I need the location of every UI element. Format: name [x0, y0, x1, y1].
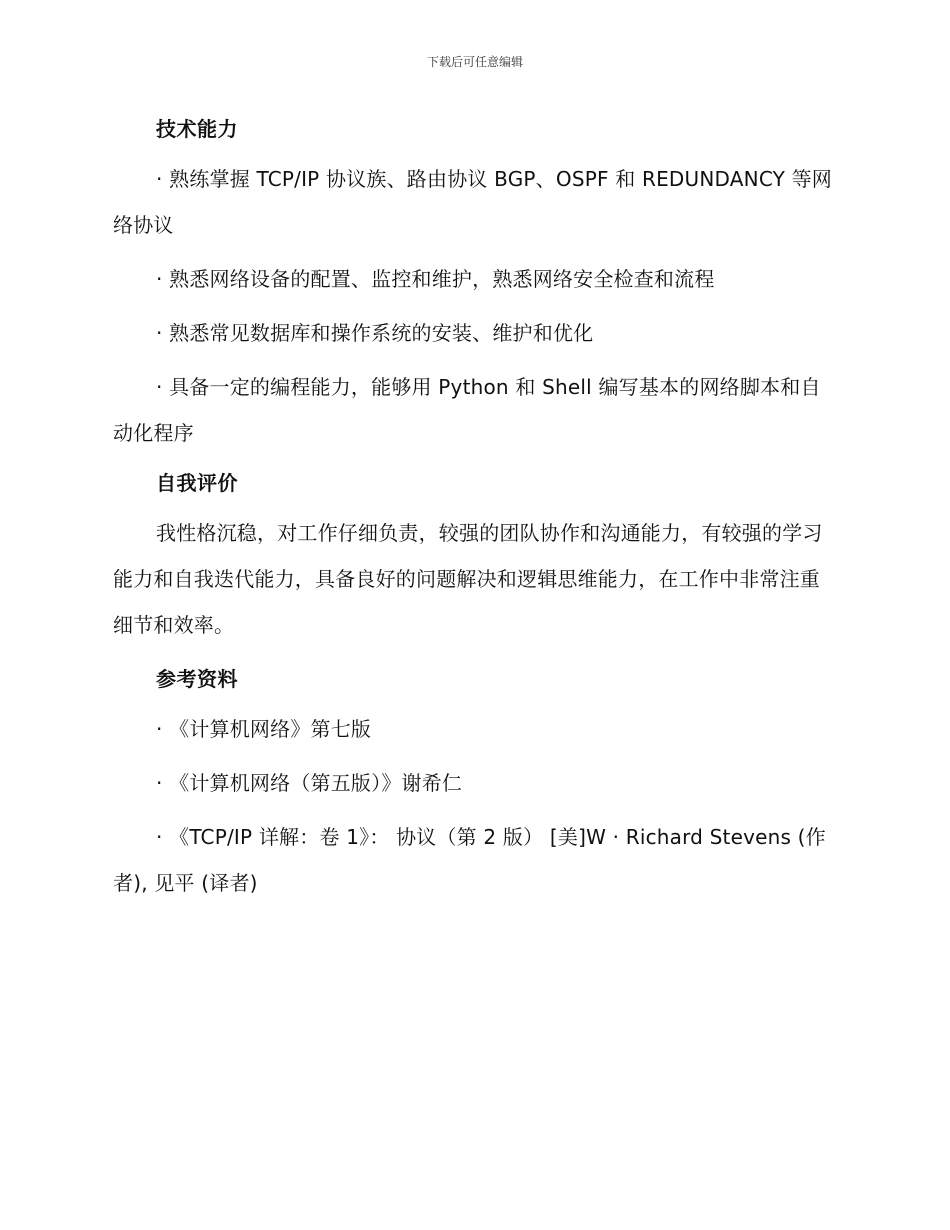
reference-item: · 《计算机网络（第五版）》谢希仁 — [156, 771, 463, 795]
skill-item: · 熟悉网络设备的配置、监控和维护，熟悉网络安全检查和流程 — [156, 267, 715, 291]
skill-item: · 熟悉常见数据库和操作系统的安装、维护和优化 — [156, 321, 594, 345]
section-heading-self-evaluation: 自我评价 — [156, 471, 238, 495]
page-header: 下载后可任意编辑 — [426, 55, 523, 69]
self-evaluation-text: 我性格沉稳，对工作仔细负责，较强的团队协作和沟通能力，有较强的学习能力和自我迭代能力，具备良好的问题解决和逻辑思维能力，在工作中非常注重细节和效率。 — [113, 521, 823, 637]
skill-item: · 具备一定的编程能力，能够用 Python 和 Shell 编写基本的网络脚本和自动化程序 — [113, 375, 821, 445]
section-heading-skills: 技术能力 — [156, 117, 238, 141]
section-heading-references: 参考资料 — [156, 667, 238, 691]
document-body — [113, 112, 837, 906]
reference-item: · 《计算机网络》第七版 — [156, 717, 372, 741]
reference-item: · 《TCP/IP 详解：卷 1》： 协议（第 2 版） [美]W · Richard Stevens (作者), 见平 (译者) — [113, 825, 826, 895]
skill-item: · 熟练掌握 TCP/IP 协议族、路由协议 BGP、OSPF 和 REDUNDANCY 等网络协议 — [113, 167, 833, 237]
